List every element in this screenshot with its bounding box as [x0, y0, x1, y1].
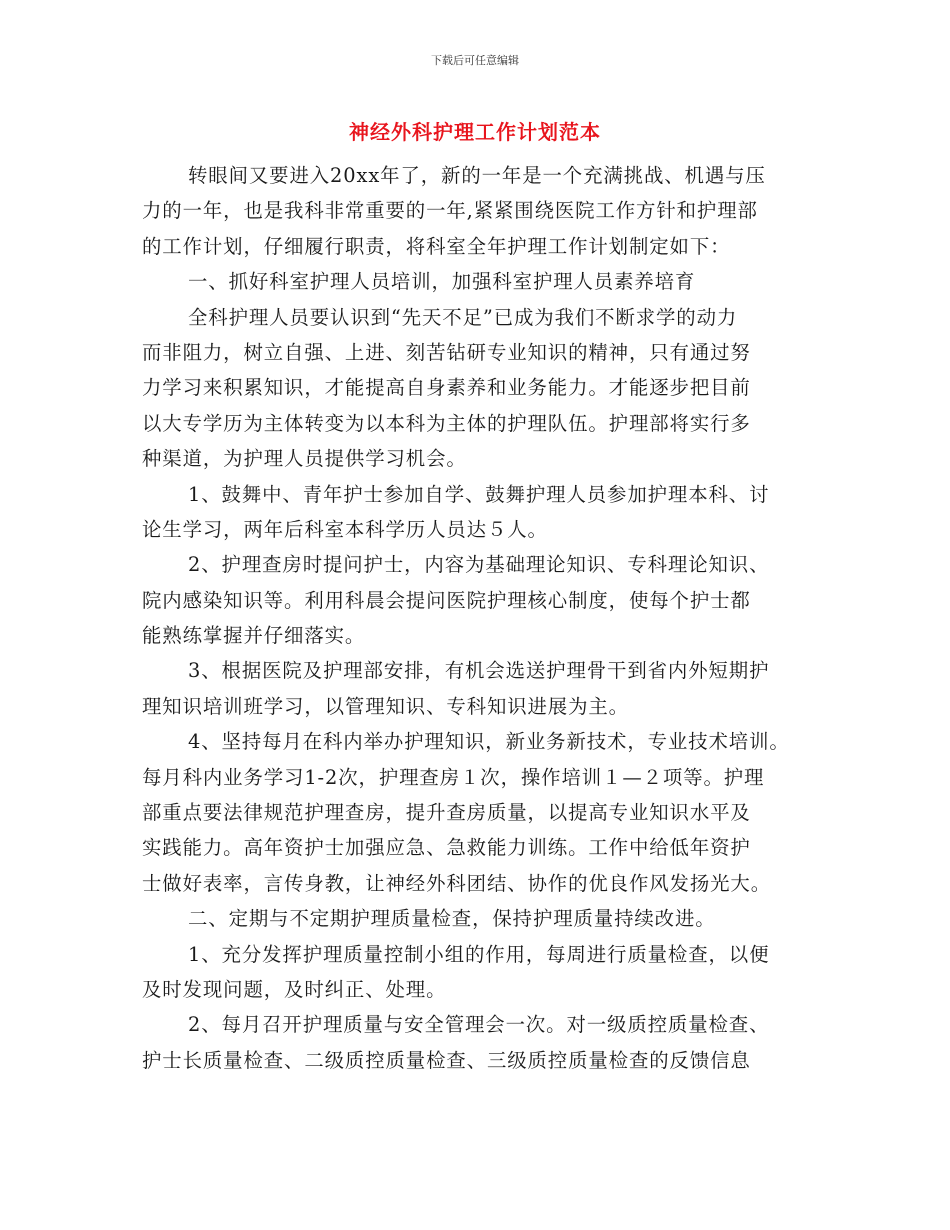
document-title: 神经外科护理工作计划范本 — [349, 120, 601, 144]
paragraph-line: 种渠道，为护理人员提供学习机会。 — [142, 447, 467, 471]
list-item: 1、充分发挥护理质量控制小组的作用，每周进行质量检查，以便 — [188, 942, 770, 966]
paragraph-line: 每月科内业务学习1-2次，护理查房１次，操作培训１—２项等。护理 — [142, 765, 765, 789]
list-item: 3、根据医院及护理部安排，有机会选送护理骨干到省内外短期护 — [188, 659, 770, 683]
paragraph-line: 全科护理人员要认识到“先天不足”已成为我们不断求学的动力 — [188, 305, 738, 329]
paragraph-line: 而非阻力，树立自强、上进、刻苦钻研专业知识的精神，只有通过努 — [142, 340, 751, 364]
list-item: 1、鼓舞中、青年护士参加自学、鼓舞护理人员参加护理本科、讨 — [188, 482, 770, 506]
paragraph-line: 理知识培训班学习，以管理知识、专科知识进展为主。 — [142, 694, 629, 718]
section-heading: 一、抓好科室护理人员培训，加强科室护理人员素养培育 — [188, 270, 696, 294]
paragraph-line: 论生学习，两年后科室本科学历人员达５人。 — [142, 517, 548, 541]
paragraph-line: 的工作计划，仔细履行职责，将科室全年护理工作计划制定如下： — [142, 234, 731, 258]
paragraph-line: 护士长质量检查、二级质控质量检查、三级质控质量检查的反馈信息 — [142, 1048, 751, 1072]
paragraph-line: 及时发现问题，及时纠正、处理。 — [142, 977, 447, 1001]
paragraph-line: 力的一年，也是我科非常重要的一年,紧紧围绕医院工作方针和护理部 — [142, 199, 758, 223]
paragraph-line: 院内感染知识等。利用科晨会提问医院护理核心制度，使每个护士都 — [142, 588, 751, 612]
paragraph-line: 以大专学历为主体转变为以本科为主体的护理队伍。护理部将实行多 — [142, 411, 751, 435]
document-body — [142, 158, 832, 1078]
paragraph-line: 士做好表率，言传身教，让神经外科团结、协作的优良作风发扬光大。 — [142, 871, 772, 895]
page-header: 下载后可任意编辑 — [431, 54, 519, 67]
section-heading: 二、定期与不定期护理质量检查，保持护理质量持续改进。 — [188, 907, 716, 931]
paragraph-line: 转眼间又要进入20xx年了，新的一年是一个充满挑战、机遇与压 — [188, 164, 766, 187]
paragraph-line: 部重点要法律规范护理查房，提升查房质量，以提高专业知识水平及 — [142, 801, 751, 825]
list-item: 2、每月召开护理质量与安全管理会一次。对一级质控质量检查、 — [188, 1013, 770, 1037]
list-item: 2、护理查房时提问护士，内容为基础理论知识、专科理论知识、 — [188, 553, 770, 577]
paragraph-line: 实践能力。高年资护士加强应急、急救能力训练。工作中给低年资护 — [142, 836, 751, 860]
paragraph-line: 力学习来积累知识，才能提高自身素养和业务能力。才能逐步把目前 — [142, 376, 751, 400]
paragraph-line: 能熟练掌握并仔细落实。 — [142, 624, 366, 648]
list-item: 4、坚持每月在科内举办护理知识，新业务新技术，专业技术培训。 — [188, 730, 790, 754]
